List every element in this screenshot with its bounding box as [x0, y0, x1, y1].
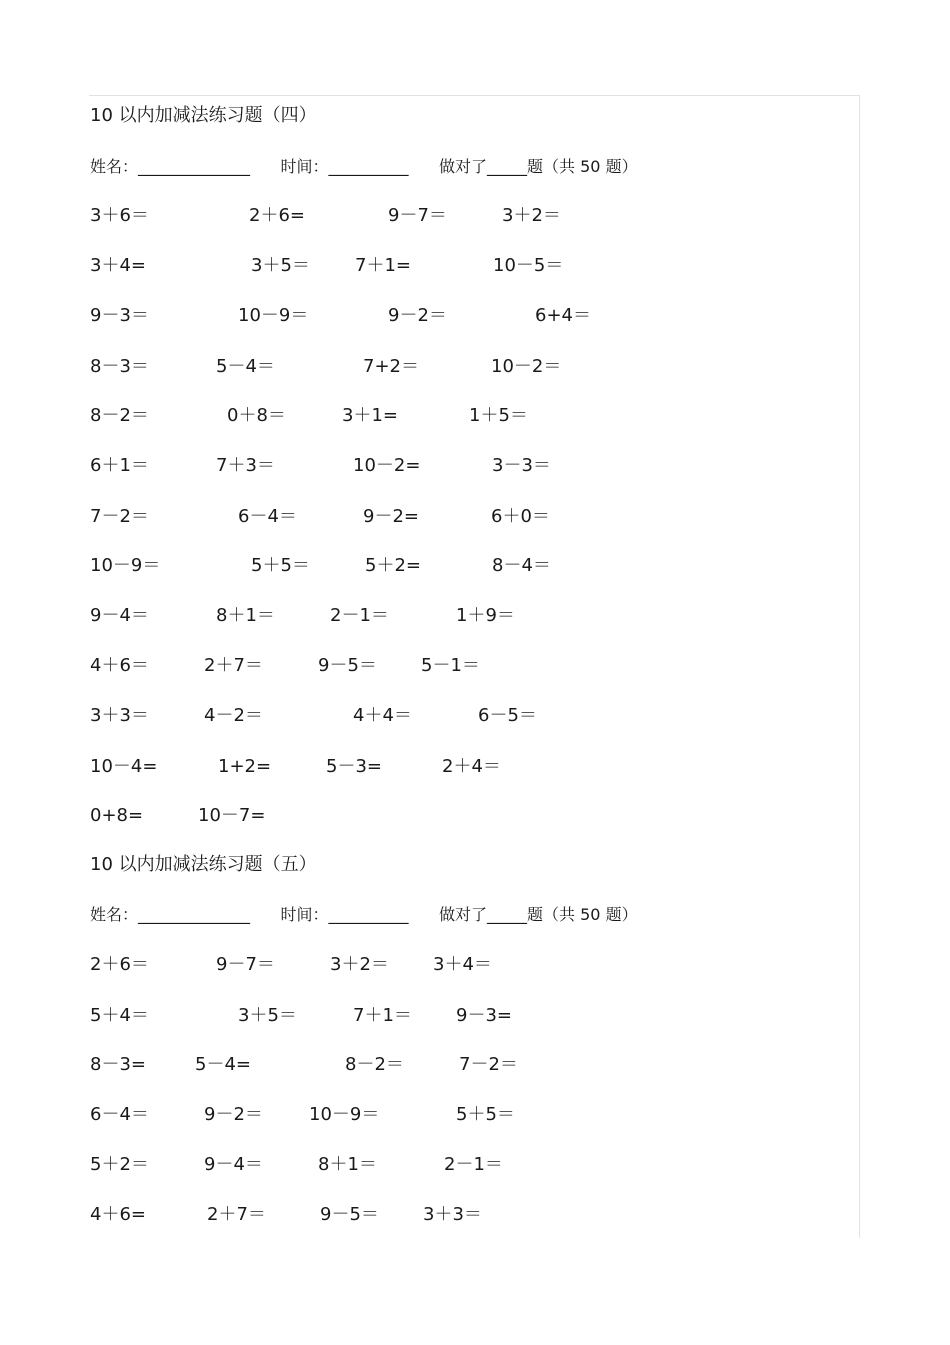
problem: 0＋8＝ — [227, 405, 286, 426]
problem: 10－9＝ — [238, 305, 309, 326]
problem: 0+8= — [90, 805, 144, 826]
problem: 1＋5＝ — [469, 405, 528, 426]
problem: 7+2＝ — [363, 356, 419, 377]
problem: 8－3＝ — [90, 356, 149, 377]
problem: 2＋6＝ — [90, 954, 149, 975]
worksheet-title: 10 以内加减法练习题（四） — [90, 105, 317, 126]
problem: 7＋1= — [355, 255, 411, 276]
problem: 9－7＝ — [388, 205, 447, 226]
problem: 8－2＝ — [90, 405, 149, 426]
problem: 3－3＝ — [492, 455, 551, 476]
problem: 7－2＝ — [90, 506, 149, 527]
problem: 3＋4＝ — [433, 954, 492, 975]
problem: 7＋3＝ — [216, 455, 275, 476]
problem: 5－4= — [195, 1054, 251, 1075]
problem: 3＋2＝ — [330, 954, 389, 975]
problem: 5＋5＝ — [251, 555, 310, 576]
problem: 3＋3＝ — [423, 1204, 482, 1225]
problem: 9－4＝ — [90, 605, 149, 626]
problem: 6－4＝ — [90, 1104, 149, 1125]
problem: 5＋2＝ — [90, 1154, 149, 1175]
problem: 8－4＝ — [492, 555, 551, 576]
problem: 1＋9＝ — [456, 605, 515, 626]
problem: 4＋4＝ — [353, 705, 412, 726]
problem: 7－2＝ — [459, 1054, 518, 1075]
problem: 9－3= — [456, 1005, 512, 1026]
problem: 6＋1＝ — [90, 455, 149, 476]
problem: 10－9＝ — [309, 1104, 380, 1125]
problem: 3＋5＝ — [251, 255, 310, 276]
problem: 10－5＝ — [493, 255, 564, 276]
problem: 2＋7＝ — [207, 1204, 266, 1225]
problem: 3＋5＝ — [238, 1005, 297, 1026]
problem: 9－2＝ — [388, 305, 447, 326]
problem: 10－2＝ — [491, 356, 562, 377]
problem: 10－9＝ — [90, 555, 161, 576]
problem: 5＋2= — [365, 555, 421, 576]
problem: 3＋1= — [342, 405, 398, 426]
problem: 10－4= — [90, 756, 158, 777]
problem: 9－2＝ — [204, 1104, 263, 1125]
problem: 2＋4＝ — [442, 756, 501, 777]
problem: 5＋4＝ — [90, 1005, 149, 1026]
problem: 8＋1＝ — [216, 605, 275, 626]
worksheet-title: 10 以内加减法练习题（五） — [90, 854, 317, 875]
problem: 8－3= — [90, 1054, 146, 1075]
problem: 4＋6= — [90, 1204, 146, 1225]
problem: 3＋6＝ — [90, 205, 149, 226]
problem: 5－1＝ — [421, 655, 480, 676]
problem: 9－5＝ — [318, 655, 377, 676]
problem: 9－7＝ — [216, 954, 275, 975]
problem: 3＋3＝ — [90, 705, 149, 726]
problem: 3＋2＝ — [502, 205, 561, 226]
problem: 9－4＝ — [204, 1154, 263, 1175]
problem: 4＋6＝ — [90, 655, 149, 676]
worksheet-header: 姓名：______________ 时间：__________ 做对了_____题（共 50 题） — [90, 157, 638, 176]
problem: 9－3＝ — [90, 305, 149, 326]
problem: 7＋1＝ — [353, 1005, 412, 1026]
problem: 6－4＝ — [238, 506, 297, 527]
problem: 1+2= — [218, 756, 272, 777]
problem: 4－2＝ — [204, 705, 263, 726]
problem: 2＋7＝ — [204, 655, 263, 676]
problem: 10－7= — [198, 805, 266, 826]
problem: 6+4＝ — [535, 305, 591, 326]
problem: 9－2= — [363, 506, 419, 527]
problem: 8－2＝ — [345, 1054, 404, 1075]
problem: 2＋6= — [249, 205, 305, 226]
problem: 2－1＝ — [444, 1154, 503, 1175]
problem: 3＋4= — [90, 255, 146, 276]
problem: 5－4＝ — [216, 356, 275, 377]
problem: 6－5＝ — [478, 705, 537, 726]
problem: 8＋1＝ — [318, 1154, 377, 1175]
problem: 5－3= — [326, 756, 382, 777]
worksheet-header: 姓名：______________ 时间：__________ 做对了_____题（共 50 题） — [90, 905, 638, 924]
problem: 10－2= — [353, 455, 421, 476]
problem: 2－1＝ — [330, 605, 389, 626]
problem: 9－5＝ — [320, 1204, 379, 1225]
problem: 6＋0＝ — [491, 506, 550, 527]
problem: 5＋5＝ — [456, 1104, 515, 1125]
